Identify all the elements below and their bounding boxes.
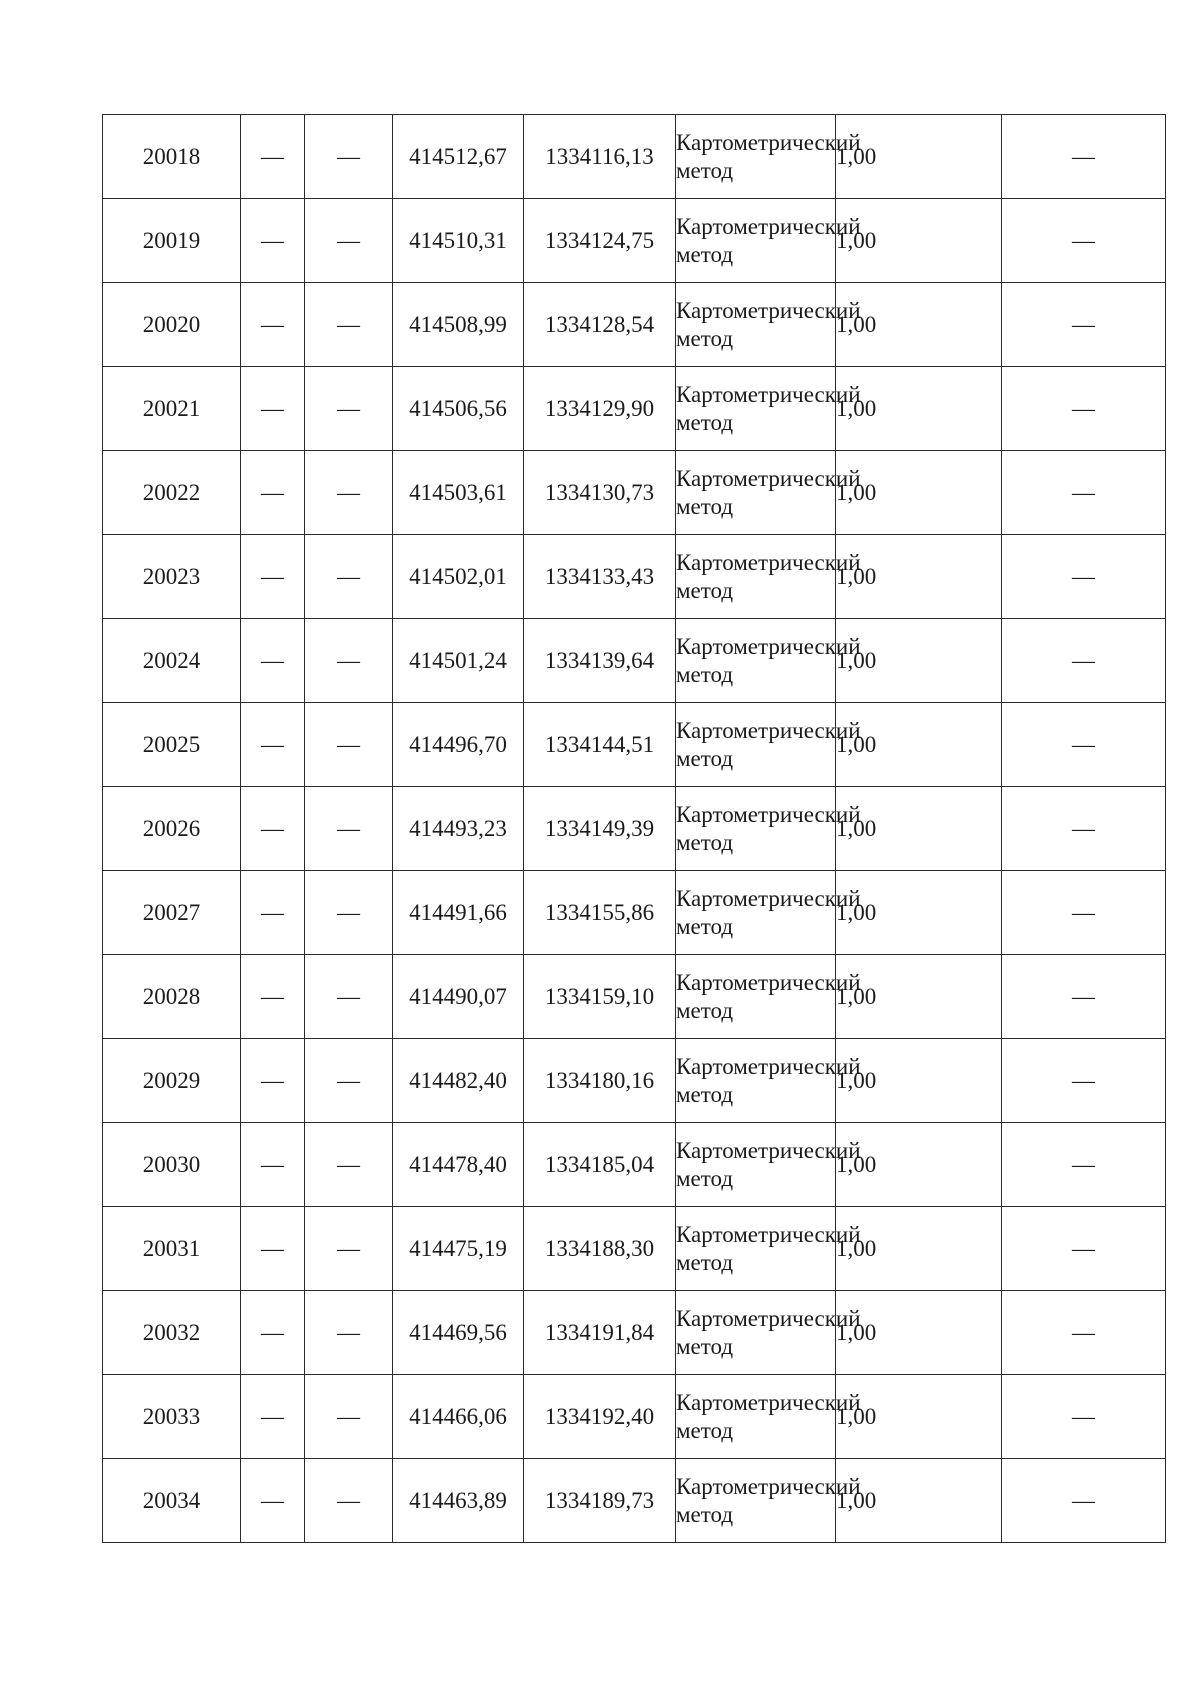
point-number-cell: 20024 bbox=[103, 619, 241, 703]
method-cell: Картометрический метод bbox=[676, 619, 836, 703]
empty-value-cell: — bbox=[1002, 619, 1166, 703]
point-number-cell: 20022 bbox=[103, 451, 241, 535]
method-cell: Картометрический метод bbox=[676, 1291, 836, 1375]
y-coordinate-cell: 1334155,86 bbox=[524, 871, 676, 955]
y-coordinate-cell: 1334133,43 bbox=[524, 535, 676, 619]
table-row bbox=[103, 1123, 1166, 1207]
y-coordinate-cell: 1334139,64 bbox=[524, 619, 676, 703]
empty-value-cell: — bbox=[305, 1291, 393, 1375]
empty-value-cell: — bbox=[305, 283, 393, 367]
y-coordinate-cell: 1334130,73 bbox=[524, 451, 676, 535]
coordinates-table bbox=[102, 114, 1166, 1543]
accuracy-cell: 1,00 bbox=[836, 1375, 1002, 1459]
empty-value-cell: — bbox=[241, 703, 305, 787]
empty-value-cell: — bbox=[241, 1291, 305, 1375]
point-number-cell: 20021 bbox=[103, 367, 241, 451]
empty-value-cell: — bbox=[305, 1207, 393, 1291]
x-coordinate-cell: 414512,67 bbox=[393, 115, 524, 199]
y-coordinate-cell: 1334191,84 bbox=[524, 1291, 676, 1375]
empty-value-cell: — bbox=[305, 871, 393, 955]
point-number-cell: 20031 bbox=[103, 1207, 241, 1291]
table-row bbox=[103, 955, 1166, 1039]
y-coordinate-cell: 1334116,13 bbox=[524, 115, 676, 199]
accuracy-cell: 1,00 bbox=[836, 283, 1002, 367]
x-coordinate-cell: 414490,07 bbox=[393, 955, 524, 1039]
point-number-cell: 20027 bbox=[103, 871, 241, 955]
table-body bbox=[103, 115, 1166, 1543]
empty-value-cell: — bbox=[305, 451, 393, 535]
empty-value-cell: — bbox=[305, 367, 393, 451]
empty-value-cell: — bbox=[305, 1459, 393, 1543]
table-row bbox=[103, 451, 1166, 535]
empty-value-cell: — bbox=[241, 1375, 305, 1459]
empty-value-cell: — bbox=[241, 283, 305, 367]
x-coordinate-cell: 414496,70 bbox=[393, 703, 524, 787]
x-coordinate-cell: 414508,99 bbox=[393, 283, 524, 367]
table-row bbox=[103, 115, 1166, 199]
empty-value-cell: — bbox=[305, 1123, 393, 1207]
method-cell: Картометрический метод bbox=[676, 367, 836, 451]
empty-value-cell: — bbox=[1002, 1123, 1166, 1207]
accuracy-cell: 1,00 bbox=[836, 367, 1002, 451]
point-number-cell: 20020 bbox=[103, 283, 241, 367]
empty-value-cell: — bbox=[1002, 955, 1166, 1039]
empty-value-cell: — bbox=[1002, 703, 1166, 787]
x-coordinate-cell: 414466,06 bbox=[393, 1375, 524, 1459]
accuracy-cell: 1,00 bbox=[836, 955, 1002, 1039]
empty-value-cell: — bbox=[241, 367, 305, 451]
table-row bbox=[103, 787, 1166, 871]
empty-value-cell: — bbox=[241, 1039, 305, 1123]
empty-value-cell: — bbox=[241, 535, 305, 619]
empty-value-cell: — bbox=[1002, 1291, 1166, 1375]
empty-value-cell: — bbox=[241, 451, 305, 535]
accuracy-cell: 1,00 bbox=[836, 1459, 1002, 1543]
empty-value-cell: — bbox=[1002, 1375, 1166, 1459]
table-row bbox=[103, 535, 1166, 619]
x-coordinate-cell: 414478,40 bbox=[393, 1123, 524, 1207]
y-coordinate-cell: 1334129,90 bbox=[524, 367, 676, 451]
empty-value-cell: — bbox=[241, 619, 305, 703]
table-row bbox=[103, 703, 1166, 787]
empty-value-cell: — bbox=[305, 1375, 393, 1459]
empty-value-cell: — bbox=[241, 871, 305, 955]
x-coordinate-cell: 414510,31 bbox=[393, 199, 524, 283]
table-row bbox=[103, 1375, 1166, 1459]
y-coordinate-cell: 1334189,73 bbox=[524, 1459, 676, 1543]
empty-value-cell: — bbox=[1002, 1207, 1166, 1291]
point-number-cell: 20025 bbox=[103, 703, 241, 787]
empty-value-cell: — bbox=[241, 1207, 305, 1291]
empty-value-cell: — bbox=[305, 199, 393, 283]
empty-value-cell: — bbox=[1002, 451, 1166, 535]
method-cell: Картометрический метод bbox=[676, 1123, 836, 1207]
table-row bbox=[103, 1459, 1166, 1543]
empty-value-cell: — bbox=[241, 1459, 305, 1543]
point-number-cell: 20029 bbox=[103, 1039, 241, 1123]
point-number-cell: 20030 bbox=[103, 1123, 241, 1207]
accuracy-cell: 1,00 bbox=[836, 115, 1002, 199]
table-row bbox=[103, 1207, 1166, 1291]
accuracy-cell: 1,00 bbox=[836, 787, 1002, 871]
empty-value-cell: — bbox=[1002, 115, 1166, 199]
y-coordinate-cell: 1334188,30 bbox=[524, 1207, 676, 1291]
method-cell: Картометрический метод bbox=[676, 871, 836, 955]
point-number-cell: 20033 bbox=[103, 1375, 241, 1459]
method-cell: Картометрический метод bbox=[676, 535, 836, 619]
accuracy-cell: 1,00 bbox=[836, 535, 1002, 619]
empty-value-cell: — bbox=[305, 955, 393, 1039]
empty-value-cell: — bbox=[241, 1123, 305, 1207]
method-cell: Картометрический метод bbox=[676, 1207, 836, 1291]
method-cell: Картометрический метод bbox=[676, 1375, 836, 1459]
empty-value-cell: — bbox=[1002, 535, 1166, 619]
empty-value-cell: — bbox=[1002, 871, 1166, 955]
method-cell: Картометрический метод bbox=[676, 955, 836, 1039]
method-cell: Картометрический метод bbox=[676, 787, 836, 871]
point-number-cell: 20026 bbox=[103, 787, 241, 871]
y-coordinate-cell: 1334180,16 bbox=[524, 1039, 676, 1123]
point-number-cell: 20032 bbox=[103, 1291, 241, 1375]
empty-value-cell: — bbox=[241, 955, 305, 1039]
point-number-cell: 20023 bbox=[103, 535, 241, 619]
empty-value-cell: — bbox=[305, 1039, 393, 1123]
empty-value-cell: — bbox=[1002, 199, 1166, 283]
empty-value-cell: — bbox=[305, 115, 393, 199]
method-cell: Картометрический метод bbox=[676, 451, 836, 535]
accuracy-cell: 1,00 bbox=[836, 619, 1002, 703]
method-cell: Картометрический метод bbox=[676, 199, 836, 283]
table-row bbox=[103, 283, 1166, 367]
x-coordinate-cell: 414503,61 bbox=[393, 451, 524, 535]
empty-value-cell: — bbox=[1002, 787, 1166, 871]
y-coordinate-cell: 1334159,10 bbox=[524, 955, 676, 1039]
x-coordinate-cell: 414482,40 bbox=[393, 1039, 524, 1123]
empty-value-cell: — bbox=[241, 199, 305, 283]
empty-value-cell: — bbox=[1002, 367, 1166, 451]
x-coordinate-cell: 414475,19 bbox=[393, 1207, 524, 1291]
empty-value-cell: — bbox=[305, 535, 393, 619]
method-cell: Картометрический метод bbox=[676, 283, 836, 367]
empty-value-cell: — bbox=[1002, 283, 1166, 367]
point-number-cell: 20019 bbox=[103, 199, 241, 283]
empty-value-cell: — bbox=[241, 787, 305, 871]
table-row bbox=[103, 1039, 1166, 1123]
table-row bbox=[103, 871, 1166, 955]
table-row bbox=[103, 367, 1166, 451]
method-cell: Картометрический метод bbox=[676, 1039, 836, 1123]
y-coordinate-cell: 1334149,39 bbox=[524, 787, 676, 871]
empty-value-cell: — bbox=[305, 703, 393, 787]
x-coordinate-cell: 414491,66 bbox=[393, 871, 524, 955]
method-cell: Картометрический метод bbox=[676, 1459, 836, 1543]
accuracy-cell: 1,00 bbox=[836, 703, 1002, 787]
point-number-cell: 20018 bbox=[103, 115, 241, 199]
table-row bbox=[103, 1291, 1166, 1375]
empty-value-cell: — bbox=[241, 115, 305, 199]
table-row bbox=[103, 619, 1166, 703]
x-coordinate-cell: 414502,01 bbox=[393, 535, 524, 619]
method-cell: Картометрический метод bbox=[676, 703, 836, 787]
accuracy-cell: 1,00 bbox=[836, 451, 1002, 535]
accuracy-cell: 1,00 bbox=[836, 1123, 1002, 1207]
table-row bbox=[103, 199, 1166, 283]
x-coordinate-cell: 414469,56 bbox=[393, 1291, 524, 1375]
x-coordinate-cell: 414463,89 bbox=[393, 1459, 524, 1543]
point-number-cell: 20028 bbox=[103, 955, 241, 1039]
empty-value-cell: — bbox=[305, 787, 393, 871]
empty-value-cell: — bbox=[305, 619, 393, 703]
x-coordinate-cell: 414493,23 bbox=[393, 787, 524, 871]
x-coordinate-cell: 414501,24 bbox=[393, 619, 524, 703]
accuracy-cell: 1,00 bbox=[836, 1207, 1002, 1291]
point-number-cell: 20034 bbox=[103, 1459, 241, 1543]
y-coordinate-cell: 1334185,04 bbox=[524, 1123, 676, 1207]
empty-value-cell: — bbox=[1002, 1459, 1166, 1543]
y-coordinate-cell: 1334124,75 bbox=[524, 199, 676, 283]
x-coordinate-cell: 414506,56 bbox=[393, 367, 524, 451]
accuracy-cell: 1,00 bbox=[836, 871, 1002, 955]
accuracy-cell: 1,00 bbox=[836, 199, 1002, 283]
y-coordinate-cell: 1334192,40 bbox=[524, 1375, 676, 1459]
y-coordinate-cell: 1334128,54 bbox=[524, 283, 676, 367]
y-coordinate-cell: 1334144,51 bbox=[524, 703, 676, 787]
accuracy-cell: 1,00 bbox=[836, 1291, 1002, 1375]
accuracy-cell: 1,00 bbox=[836, 1039, 1002, 1123]
empty-value-cell: — bbox=[1002, 1039, 1166, 1123]
method-cell: Картометрический метод bbox=[676, 115, 836, 199]
